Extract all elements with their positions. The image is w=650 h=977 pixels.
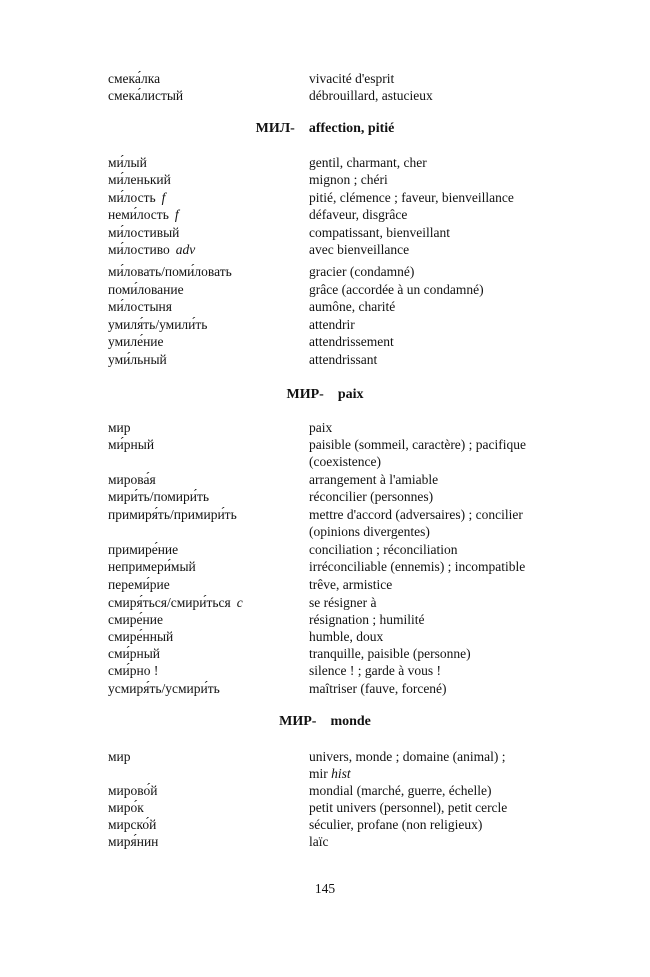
entry-row <box>0 224 650 241</box>
entry-row <box>0 171 650 188</box>
entry-row <box>0 298 650 315</box>
grammar-tag: adv <box>175 242 196 257</box>
russian-word: миря́нин <box>108 834 159 849</box>
section-heading-mil <box>0 120 650 138</box>
russian-word: сми́рный <box>108 646 161 661</box>
grammar-tag: c <box>236 595 243 610</box>
russian-word: уми́льный <box>108 352 167 367</box>
entry-row <box>0 281 650 298</box>
french-translation: attendrir <box>309 317 355 332</box>
entry-row <box>0 541 650 558</box>
entry-row <box>0 419 650 436</box>
russian-word: ми́ленький <box>108 172 171 187</box>
russian-word: примире́ние <box>108 542 179 557</box>
french-translation-continued <box>309 765 351 782</box>
russian-word: мир <box>108 749 131 764</box>
french-translation: tranquille, paisible (personne) <box>309 646 471 661</box>
french-translation: laïc <box>309 834 329 849</box>
russian-word: мирова́я <box>108 472 156 487</box>
entry-row <box>0 316 650 333</box>
page-number: 145 <box>314 881 336 896</box>
entry-row <box>0 436 650 469</box>
french-translation: humble, doux <box>309 629 384 644</box>
russian-word: сми́рно ! <box>108 663 159 678</box>
french-translation: gentil, charmant, cher <box>309 155 427 170</box>
word: смиря́ться/смири́ться <box>108 595 231 610</box>
word: неми́лость <box>108 207 169 222</box>
entry-row <box>0 471 650 488</box>
russian-word: переми́рие <box>108 577 170 592</box>
russian-word: поми́лование <box>108 282 184 297</box>
french-translation: résignation ; humilité <box>309 612 425 627</box>
heading-root: МИЛ- <box>255 121 295 136</box>
french-translation: défaveur, disgrâce <box>309 207 408 222</box>
russian-word: смека́листый <box>108 88 184 103</box>
russian-word: ми́лый <box>108 155 147 170</box>
russian-word: примиря́ть/примири́ть <box>108 507 237 522</box>
entry-row <box>0 748 650 781</box>
russian-word: мирско́й <box>108 817 157 832</box>
entry-row <box>0 241 650 258</box>
french-translation: mondial (marché, guerre, échelle) <box>309 783 492 798</box>
french-translation: petit univers (personnel), petit cercle <box>309 800 508 815</box>
entry-row <box>0 87 650 104</box>
french-translation: compatissant, bienveillant <box>309 225 450 240</box>
french-translation: irréconciliable (ennemis) ; incompatible <box>309 559 526 574</box>
russian-word: ми́лостыня <box>108 299 172 314</box>
section-heading-mir-monde <box>0 713 650 731</box>
russian-word: умиля́ть/умили́ть <box>108 317 208 332</box>
russian-word <box>108 594 243 611</box>
russian-word: умиле́ние <box>108 334 164 349</box>
russian-word <box>108 189 165 206</box>
russian-word <box>108 241 195 258</box>
entry-row <box>0 645 650 662</box>
entry-row <box>0 206 650 223</box>
grammar-tag: f <box>161 190 166 205</box>
french-translation: grâce (accordée à un condamné) <box>309 282 484 297</box>
entry-row <box>0 558 650 575</box>
french-translation: trêve, armistice <box>309 577 393 592</box>
french-translation: attendrissant <box>309 352 378 367</box>
french-translation-continued: (coexistence) <box>309 454 381 469</box>
entry-row <box>0 576 650 593</box>
entry-row <box>0 833 650 850</box>
french-translation: débrouillard, astucieux <box>309 88 433 103</box>
french-translation: pitié, clémence ; faveur, bienveillance <box>309 190 514 205</box>
entry-row <box>0 782 650 799</box>
french-translation: paisible (sommeil, caractère) ; pacifique <box>309 437 527 452</box>
russian-word: мир <box>108 420 131 435</box>
russian-word: непримери́мый <box>108 559 196 574</box>
russian-word: смире́ние <box>108 612 163 627</box>
russian-word: ми́ловать/поми́ловать <box>108 264 232 279</box>
entry-row <box>0 154 650 171</box>
russian-word: мирово́й <box>108 783 158 798</box>
russian-word: усмиря́ть/усмири́ть <box>108 681 220 696</box>
russian-word <box>108 206 179 223</box>
french-translation: attendrissement <box>309 334 394 349</box>
french-translation-continued: (opinions divergentes) <box>309 524 430 539</box>
french-translation: gracier (condamné) <box>309 264 415 279</box>
word: mir <box>309 766 328 781</box>
entry-row <box>0 662 650 679</box>
french-translation: arrangement à l'amiable <box>309 472 439 487</box>
grammar-tag: hist <box>331 766 351 781</box>
russian-word: смире́нный <box>108 629 174 644</box>
heading-meaning: monde <box>330 714 371 729</box>
french-translation: vivacité d'esprit <box>309 71 395 86</box>
entry-row <box>0 816 650 833</box>
french-translation: avec bienveillance <box>309 242 410 257</box>
french-translation: mignon ; chéri <box>309 172 388 187</box>
entry-row <box>0 611 650 628</box>
section-heading-mir-paix <box>0 386 650 404</box>
entry-row <box>0 351 650 368</box>
entry-row <box>0 799 650 816</box>
french-translation: silence ! ; garde à vous ! <box>309 663 441 678</box>
russian-word: смека́лка <box>108 71 161 86</box>
grammar-tag: f <box>174 207 179 222</box>
heading-root: МИР- <box>279 714 317 729</box>
heading-meaning: affection, pitié <box>308 121 395 136</box>
entry-row <box>0 488 650 505</box>
entry-row <box>0 189 650 206</box>
french-translation: aumône, charité <box>309 299 396 314</box>
french-translation: maîtriser (fauve, forcené) <box>309 681 447 696</box>
entry-row <box>0 594 650 611</box>
entry-row <box>0 263 650 280</box>
entry-row <box>0 333 650 350</box>
french-translation: réconcilier (personnes) <box>309 489 434 504</box>
french-translation: séculier, profane (non religieux) <box>309 817 483 832</box>
russian-word: мири́ть/помири́ть <box>108 489 210 504</box>
heading-root: МИР- <box>286 387 324 402</box>
russian-word: ми́рный <box>108 437 155 452</box>
entry-row <box>0 628 650 645</box>
russian-word: ми́лостивый <box>108 225 180 240</box>
french-translation: conciliation ; réconciliation <box>309 542 458 557</box>
word: ми́лость <box>108 190 156 205</box>
russian-word: миро́к <box>108 800 144 815</box>
french-translation: se résigner à <box>309 595 377 610</box>
french-translation: univers, monde ; domaine (animal) ; <box>309 749 506 764</box>
french-translation: paix <box>309 420 333 435</box>
word: ми́лостиво <box>108 242 170 257</box>
heading-meaning: paix <box>337 387 364 402</box>
entry-row <box>0 70 650 87</box>
entry-row <box>0 680 650 697</box>
entry-row <box>0 506 650 539</box>
french-translation: mettre d'accord (adversaires) ; concilier <box>309 507 523 522</box>
